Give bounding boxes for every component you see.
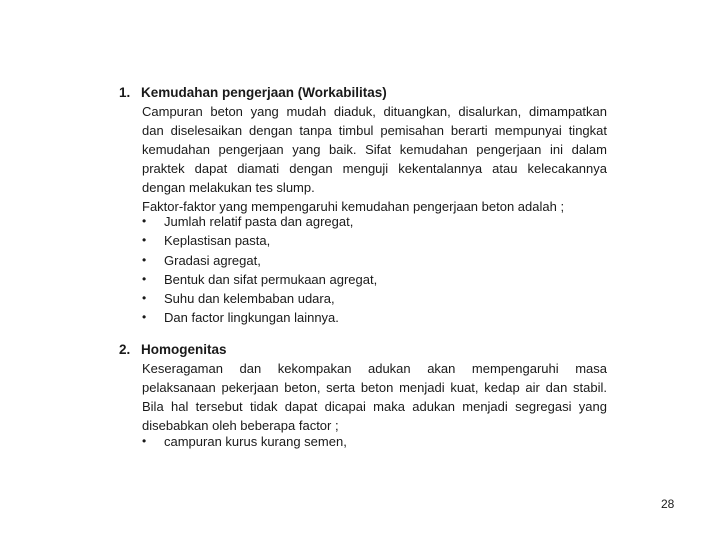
list-item [142,308,377,327]
list-item [142,231,377,250]
bullet-icon: • [142,434,147,448]
bullet-icon: • [142,214,147,228]
list-item [142,212,377,231]
paragraph-line: Campuran beton yang mudah diaduk, dituangkan, disalurkan, dimampatkan [142,104,607,119]
list-item-text: campuran kurus kurang semen, [164,434,347,449]
bullet-icon: • [142,233,147,248]
paragraph-line: dan diselesaikan dengan tanpa timbul pemisahan berarti mempunyai tingkat [142,123,607,138]
bullet-icon: • [142,310,147,325]
bullet-icon: • [142,271,147,286]
list-item-text: Bentuk dan sifat permukaan agregat, [164,271,378,287]
section-2-number: 2. [119,342,131,357]
paragraph-line: dengan melakukan tes slump. [142,180,315,195]
list-item [142,251,377,270]
list-item-text: Gradasi agregat, [164,252,261,268]
section-1-number: 1. [119,85,131,100]
paragraph-line: kemudahan pengerjaan yang baik. Sifat kemudahan pengerjaan ini dalam [142,142,607,157]
list-item-text: Suhu dan kelembaban udara, [164,291,335,307]
list-item [142,270,377,289]
paragraph-line: Bila hal tersebut tidak dapat dicapai maka adukan menjadi segregasi yang [142,399,607,414]
section-1-bullet-list [142,212,377,328]
section-2-heading [119,342,227,357]
paragraph-line: Faktor-faktor yang mempengaruhi kemudahan pengerjaan beton adalah ; [142,199,565,214]
section-1-paragraph [142,102,607,216]
paragraph-line: disebabkan oleh beberapa factor ; [142,418,339,433]
paragraph-line: Keseragaman dan kekompakan adukan akan mempengaruhi masa [142,361,607,376]
page-number: 28 [661,497,675,511]
list-item [142,289,377,308]
paragraph-line: pelaksanaan pekerjaan beton, serta beton menjadi kuat, kedap air dan stabil. [142,380,607,395]
section-2-title: Homogenitas [141,342,227,357]
section-1-title: Kemudahan pengerjaan (Workabilitas) [141,85,387,100]
paragraph-line: praktek dapat diamati dengan menguji kekentalannya atau kelecakannya [142,161,607,176]
section-2-paragraph [142,359,607,435]
list-item [142,432,347,451]
list-item-text: Jumlah relatif pasta dan agregat, [164,214,354,229]
section-1-heading [119,85,387,100]
bullet-icon: • [142,291,147,306]
bullet-icon: • [142,252,147,267]
list-item-text: Dan factor lingkungan lainnya. [164,310,339,326]
section-2-bullet-list [142,432,347,451]
list-item-text: Keplastisan pasta, [164,233,271,249]
